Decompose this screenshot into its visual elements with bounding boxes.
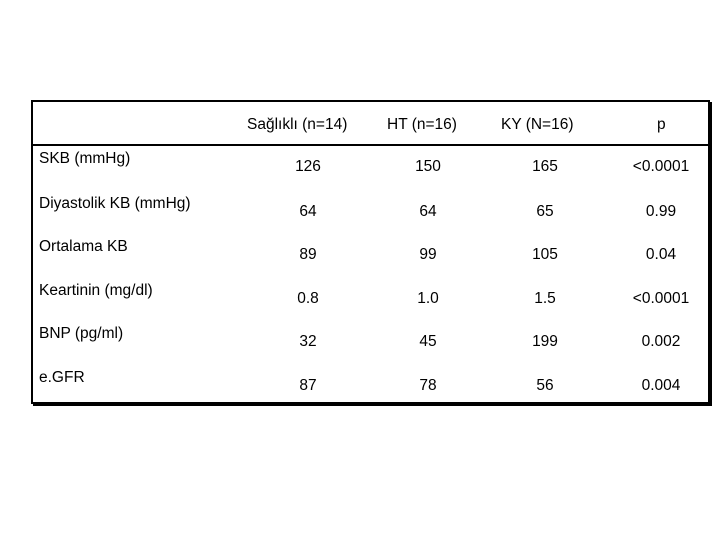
table-cell: 89 <box>299 246 317 263</box>
table-cell: 0.002 <box>641 333 681 350</box>
header-ht: HT (n=16) <box>387 116 457 133</box>
table-cell: 0.99 <box>645 203 677 220</box>
table-cell: 165 <box>532 158 558 175</box>
row-label: Keartinin (mg/dl) <box>39 282 153 299</box>
header-divider <box>33 144 708 146</box>
row-label: SKB (mmHg) <box>39 150 131 167</box>
table-cell: 64 <box>419 203 437 220</box>
table-cell: <0.0001 <box>632 290 690 307</box>
table-cell: 150 <box>415 158 441 175</box>
header-ky: KY (N=16) <box>501 116 574 133</box>
table-cell: 199 <box>532 333 558 350</box>
table-cell: 64 <box>299 203 317 220</box>
row-label: Diyastolik KB (mmHg) <box>39 195 191 212</box>
table-cell: 45 <box>419 333 437 350</box>
table-cell: 56 <box>536 377 554 394</box>
table-cell: 0.04 <box>645 246 677 263</box>
row-label: e.GFR <box>39 369 85 386</box>
row-label: Ortalama KB <box>39 238 128 255</box>
table-cell: 99 <box>419 246 437 263</box>
header-p: p <box>657 116 666 133</box>
data-table <box>31 100 710 404</box>
table-cell: 32 <box>299 333 317 350</box>
row-label: BNP (pg/ml) <box>39 325 124 342</box>
table-cell: 1.5 <box>534 290 556 307</box>
table-cell: 0.004 <box>641 377 681 394</box>
table-cell: 65 <box>536 203 554 220</box>
table-cell: 1.0 <box>417 290 439 307</box>
table-cell: 78 <box>419 377 437 394</box>
header-saglikli: Sağlıklı (n=14) <box>247 116 348 133</box>
table-cell: 87 <box>299 377 317 394</box>
table-cell: 126 <box>295 158 321 175</box>
table-cell: <0.0001 <box>632 158 690 175</box>
table-cell: 0.8 <box>297 290 319 307</box>
table-cell: 105 <box>532 246 558 263</box>
